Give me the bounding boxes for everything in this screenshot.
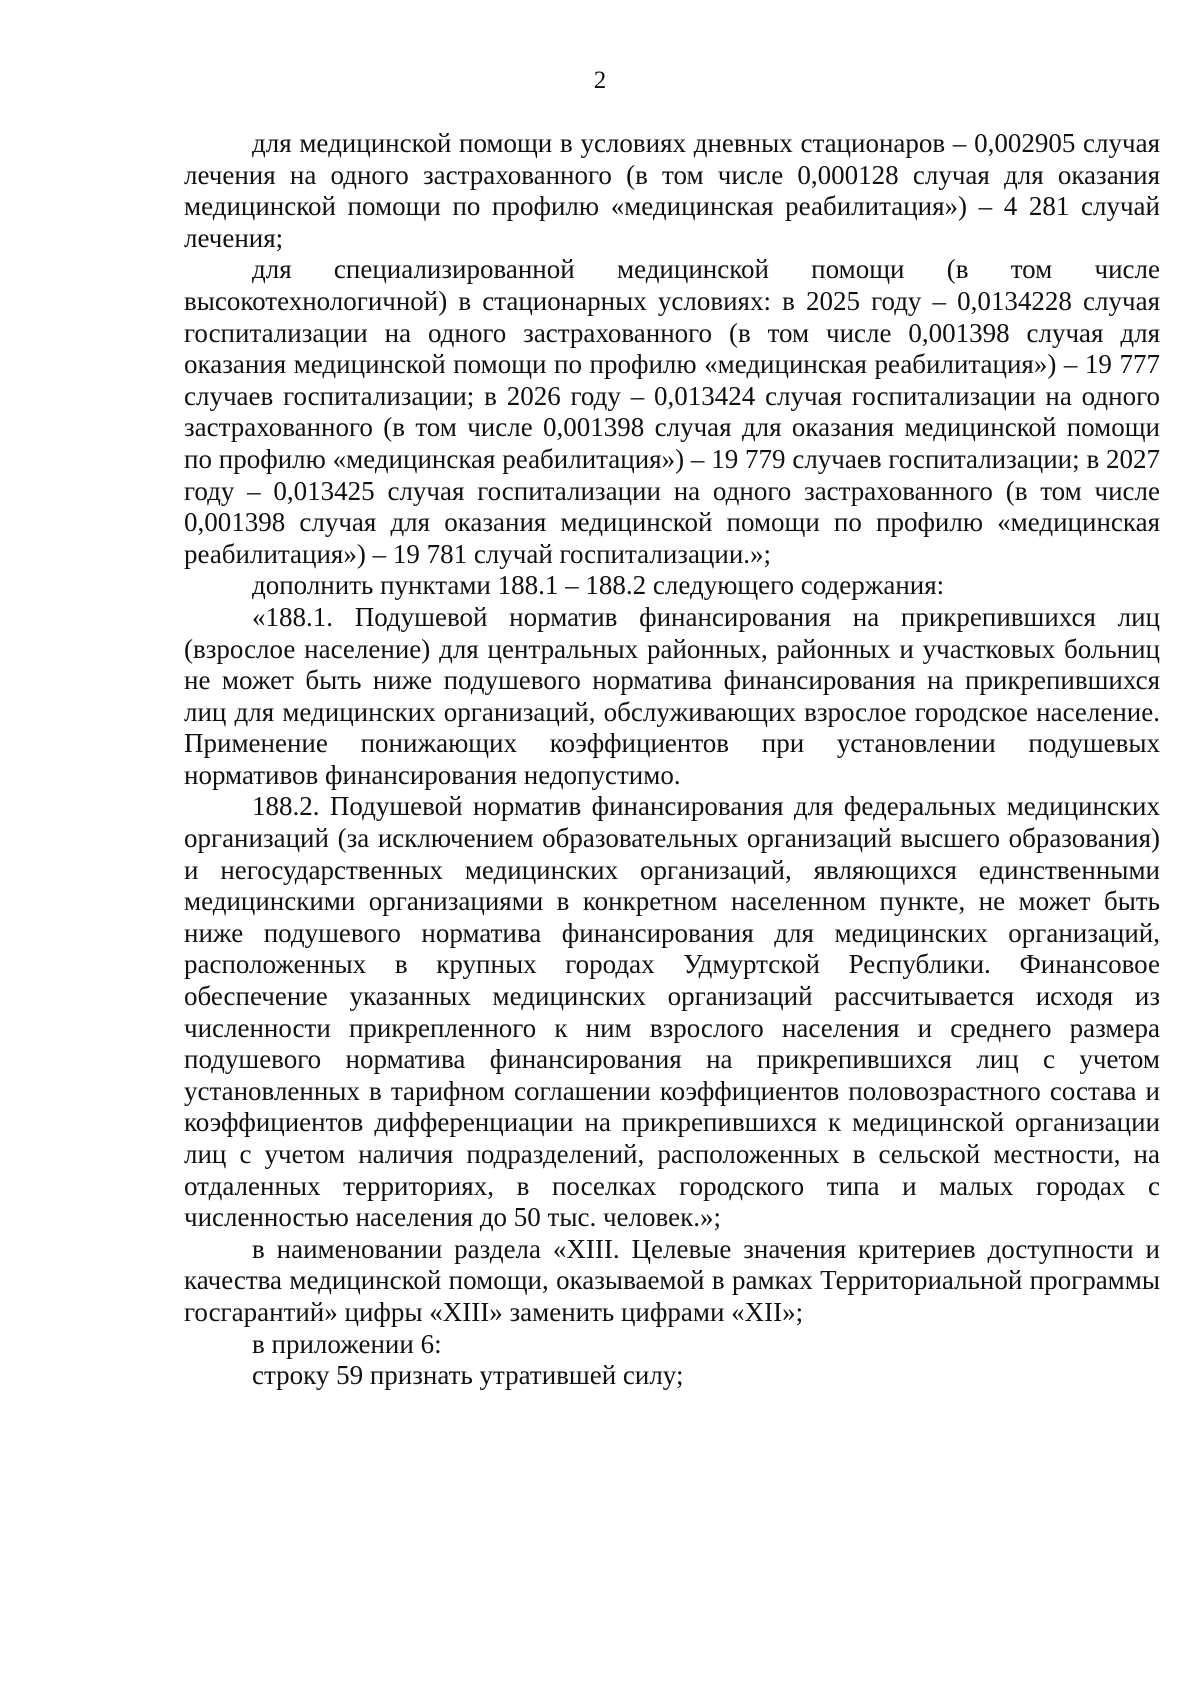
paragraph-section-title-change: в наименовании раздела «XIII. Целевые значения критериев доступности и качества медицинской помощи, оказываемой в рамках Территориальной программы госгарантий» цифры «XIII» заменить цифрами «XII»; (184, 1233, 1160, 1327)
paragraph-item-188-2: 188.2. Подушевой норматив финансирования для федеральных медицинских организаций (за исключением образовательных организаций высшего образования) и негосударственных медицинских организаций, являющихся единственными медицинскими организациями в конкретном населенном пункте, не может быть ниже подушевого норматива финансирования для медицинских организаций, расположенных в крупных городах Удмуртской Республики. Финансовое обеспечение указанных медицинских организаций рассчитывается исходя из численности прикрепленного к ним взрослого населения и среднего размера подушевого норматива финансирования на прикрепившихся лиц с учетом установленных в тарифном соглашении коэффициентов половозрастного состава и коэффициентов дифференциации на прикрепившихся к медицинской организации лиц с учетом наличия подразделений, расположенных в сельской местности, на отдаленных территориях, в поселках городского типа и малых городах с численностью населения до 50 тыс. человек.»; (184, 791, 1160, 1233)
paragraph-appendix-6: в приложении 6: (252, 1328, 442, 1359)
paragraph-item-188-1: «188.1. Подушевой норматив финансирования на прикрепившихся лиц (взрослое население) для центральных районных, районных и участковых больниц не может быть ниже подушевого норматива финансирования на прикрепившихся лиц для медицинских организаций, обслуживающих взрослое городское население. Применение понижающих коэффициентов при установлении подушевых нормативов финансирования недопустимо. (184, 601, 1160, 790)
paragraph-specialized-care: для специализированной медицинской помощи (в том числе высокотехнологичной) в стационарных условиях: в 2025 году – 0,0134228 случая госпитализации на одного застрахованного (в том числе 0,001398 случая для оказания медицинской помощи по профилю «медицинская реабилитация») – 19 777 случаев госпитализации; в 2026 году – 0,013424 случая госпитализации на одного застрахованного (в том числе 0,001398 случая для оказания медицинской помощи по профилю «медицинская реабилитация») – 19 779 случаев госпитализации; в 2027 году – 0,013425 случая госпитализации на одного застрахованного (в том числе 0,001398 случая для оказания медицинской помощи по профилю «медицинская реабилитация») – 19 781 случай госпитализации.»; (184, 254, 1160, 569)
paragraph-day-hospital: для медицинской помощи в условиях дневных стационаров – 0,002905 случая лечения на одного застрахованного (в том числе 0,000128 случая для оказания медицинской помощи по профилю «медицинская реабилитация») – 4 281 случай лечения; (184, 128, 1160, 253)
page-number: 2 (593, 67, 607, 94)
paragraph-row-59: строку 59 признать утратившей силу; (252, 1360, 684, 1391)
document-body (184, 128, 1160, 1392)
paragraph-add-items: дополнить пунктами 188.1 – 188.2 следующего содержания: (252, 570, 945, 601)
